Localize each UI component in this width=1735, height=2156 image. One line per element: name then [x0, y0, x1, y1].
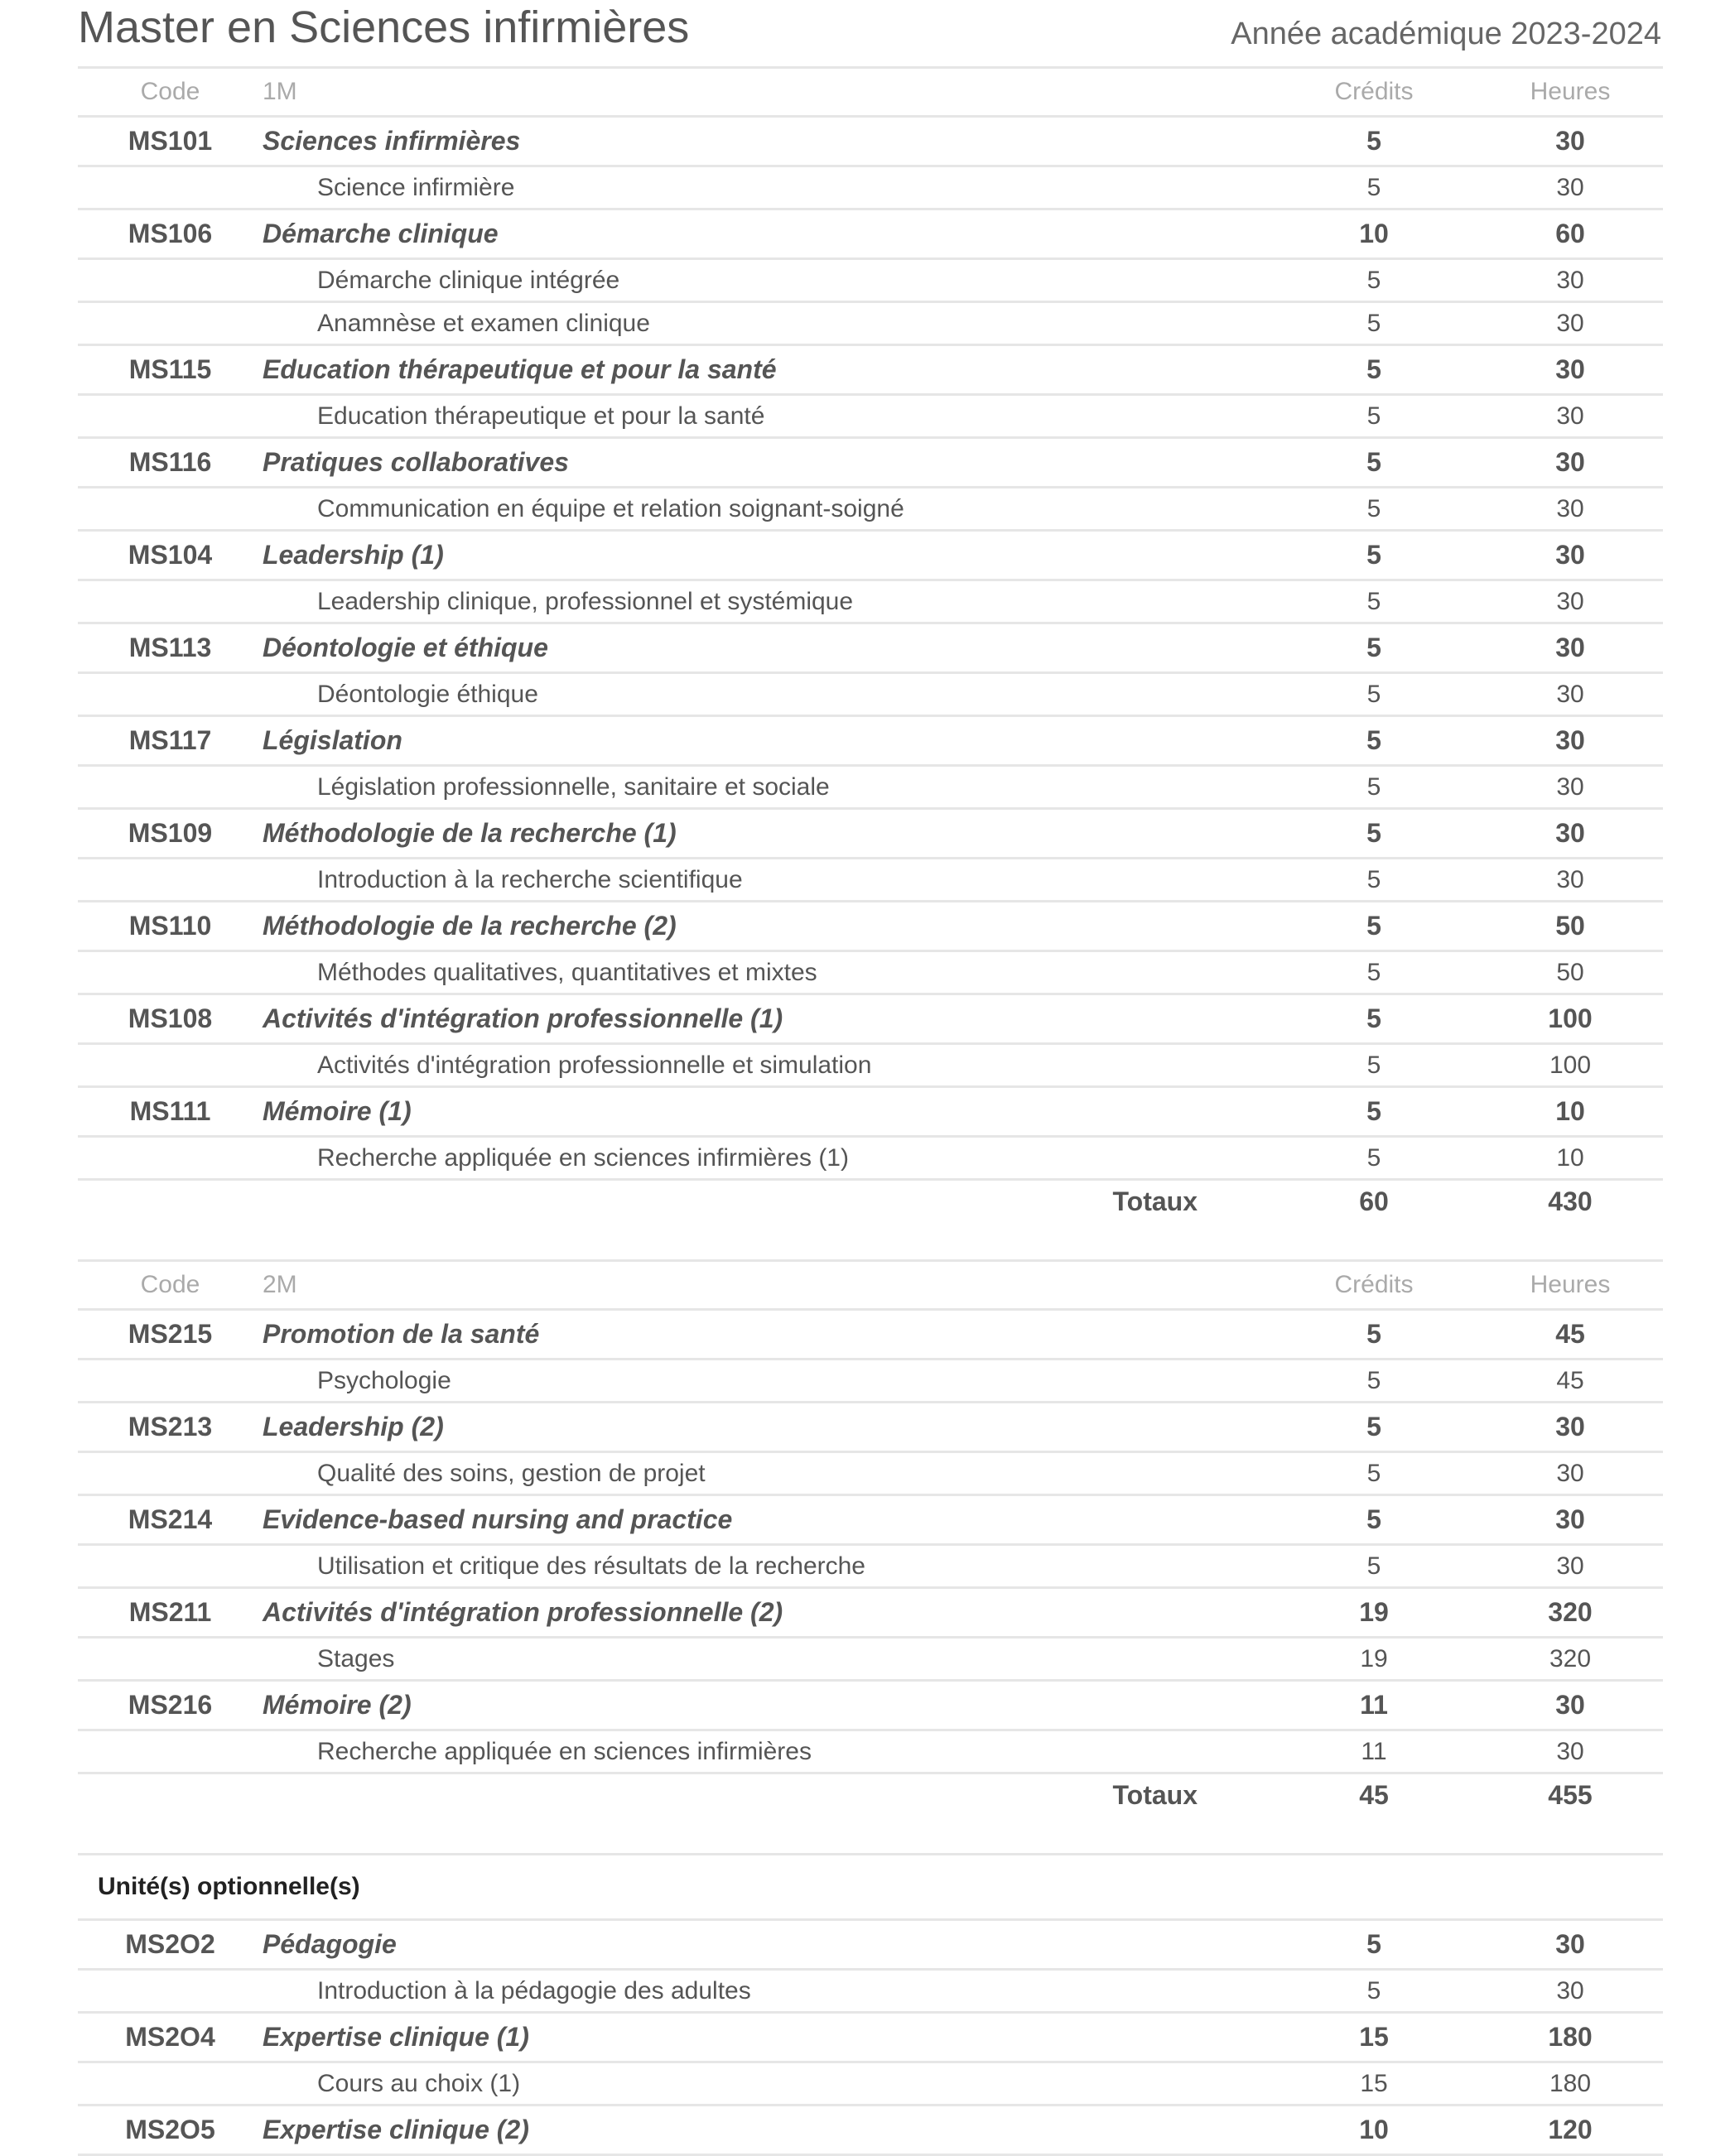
- hours-cell: 180: [1477, 2013, 1663, 2062]
- course-row: [78, 488, 1663, 531]
- hours-cell: 180: [1477, 2062, 1663, 2105]
- course-row: [78, 1452, 1663, 1495]
- hours-cell: 30: [1477, 259, 1663, 302]
- hours-cell: 30: [1477, 766, 1663, 809]
- credits-cell: 5: [1270, 902, 1477, 951]
- header-code: Code: [78, 69, 263, 117]
- header-year-label: 1M: [263, 69, 1270, 117]
- module-code: [78, 259, 263, 302]
- module-code: [78, 302, 263, 345]
- credits-cell: 5: [1270, 1452, 1477, 1495]
- module-title: Leadership (2): [263, 1403, 1270, 1452]
- module-row: [78, 809, 1663, 859]
- module-code: MS2O2: [78, 1920, 263, 1970]
- hours-cell: 100: [1477, 1044, 1663, 1087]
- module-code: MS213: [78, 1403, 263, 1452]
- hours-cell: 30: [1477, 345, 1663, 395]
- totals-hours: 455: [1548, 1780, 1593, 1810]
- module-code: [78, 766, 263, 809]
- hours-cell: 30: [1477, 673, 1663, 716]
- hours-cell: 50: [1477, 902, 1663, 951]
- module-row: [78, 531, 1663, 580]
- module-row: [78, 716, 1663, 766]
- credits-cell: 15: [1270, 2013, 1477, 2062]
- module-code: MS2O4: [78, 2013, 263, 2062]
- credits-cell: 5: [1270, 166, 1477, 209]
- totals-credits: 60: [1359, 1186, 1389, 1216]
- module-code: [78, 673, 263, 716]
- hours-cell: 30: [1477, 1495, 1663, 1545]
- module-code: [78, 580, 263, 623]
- module-title: Démarche clinique: [263, 209, 1270, 259]
- credits-cell: 19: [1270, 1638, 1477, 1681]
- credits-cell: 5: [1270, 1545, 1477, 1588]
- credits-cell: 5: [1270, 809, 1477, 859]
- table-year-2: [78, 1259, 1663, 1817]
- course-title: Leadership clinique, professionnel et systémique: [263, 580, 1270, 623]
- totals-hours: 430: [1548, 1186, 1593, 1216]
- module-row: [78, 1588, 1663, 1638]
- module-title: Législation: [263, 716, 1270, 766]
- module-row: [78, 1920, 1663, 1970]
- module-code: [78, 1044, 263, 1087]
- course-row: [78, 1730, 1663, 1773]
- hours-cell: 30: [1477, 117, 1663, 166]
- credits-cell: 11: [1270, 1730, 1477, 1773]
- credits-cell: 10: [1270, 2105, 1477, 2155]
- module-title: Sciences infirmières: [263, 117, 1270, 166]
- module-title: Expertise clinique (2): [263, 2105, 1270, 2155]
- totals-label: Totaux: [1112, 1186, 1198, 1216]
- module-code: [78, 1970, 263, 2013]
- totals-label: Totaux: [1112, 1780, 1198, 1810]
- header-credits: Crédits: [1270, 1261, 1477, 1310]
- course-title: Qualité des soins, gestion de projet: [263, 1452, 1270, 1495]
- credits-cell: 5: [1270, 1360, 1477, 1403]
- credits-cell: 15: [1270, 2062, 1477, 2105]
- title-bar: [78, 0, 1663, 69]
- module-code: [78, 1730, 263, 1773]
- module-code: [78, 951, 263, 994]
- module-title: Activités d'intégration professionnelle (2): [263, 1588, 1270, 1638]
- totals-credits: 45: [1359, 1780, 1389, 1810]
- module-code: MS117: [78, 716, 263, 766]
- module-code: MS214: [78, 1495, 263, 1545]
- module-code: [78, 488, 263, 531]
- module-title: Déontologie et éthique: [263, 623, 1270, 673]
- hours-cell: 30: [1477, 1681, 1663, 1730]
- course-title: Education thérapeutique et pour la santé: [263, 395, 1270, 438]
- module-row: [78, 2105, 1663, 2155]
- course-title: Introduction à la pédagogie des adultes: [263, 1970, 1270, 2013]
- optional-units-heading: [78, 1855, 1663, 1920]
- optional-units-label: Unité(s) optionnelle(s): [78, 1855, 1663, 1920]
- credits-cell: 5: [1270, 673, 1477, 716]
- module-code: MS211: [78, 1588, 263, 1638]
- hours-cell: 30: [1477, 166, 1663, 209]
- credits-cell: 5: [1270, 623, 1477, 673]
- header-year-label: 2M: [263, 1261, 1270, 1310]
- credits-cell: 5: [1270, 438, 1477, 488]
- hours-cell: 10: [1477, 1087, 1663, 1137]
- credits-cell: 5: [1270, 580, 1477, 623]
- course-row: [78, 1137, 1663, 1180]
- module-row: [78, 2013, 1663, 2062]
- module-code: MS109: [78, 809, 263, 859]
- credits-cell: 5: [1270, 994, 1477, 1044]
- hours-cell: 30: [1477, 716, 1663, 766]
- table-header: [78, 1261, 1663, 1310]
- hours-cell: 320: [1477, 1588, 1663, 1638]
- course-title: Cours au choix (1): [263, 2062, 1270, 2105]
- hours-cell: 120: [1477, 2105, 1663, 2155]
- module-code: [78, 166, 263, 209]
- module-row: [78, 1310, 1663, 1360]
- course-row: [78, 166, 1663, 209]
- credits-cell: 5: [1270, 1310, 1477, 1360]
- credits-cell: 5: [1270, 951, 1477, 994]
- module-code: MS2O5: [78, 2105, 263, 2155]
- course-row: [78, 673, 1663, 716]
- credits-cell: 5: [1270, 1920, 1477, 1970]
- module-code: MS216: [78, 1681, 263, 1730]
- course-row: [78, 1970, 1663, 2013]
- hours-cell: 30: [1477, 302, 1663, 345]
- header-hours: Heures: [1477, 1261, 1663, 1310]
- course-row: [78, 1360, 1663, 1403]
- hours-cell: 320: [1477, 1638, 1663, 1681]
- hours-cell: 30: [1477, 623, 1663, 673]
- credits-cell: 11: [1270, 1681, 1477, 1730]
- module-code: MS104: [78, 531, 263, 580]
- hours-cell: 30: [1477, 859, 1663, 902]
- module-title: Méthodologie de la recherche (1): [263, 809, 1270, 859]
- credits-cell: 5: [1270, 1137, 1477, 1180]
- header-credits: Crédits: [1270, 69, 1477, 117]
- module-row: [78, 1403, 1663, 1452]
- course-row: [78, 951, 1663, 994]
- totals-row: [78, 1180, 1663, 1224]
- course-title: Stages: [263, 1638, 1270, 1681]
- course-row: [78, 2062, 1663, 2105]
- course-row: [78, 1545, 1663, 1588]
- hours-cell: 30: [1477, 1970, 1663, 2013]
- hours-cell: 30: [1477, 488, 1663, 531]
- module-row: [78, 994, 1663, 1044]
- module-row: [78, 117, 1663, 166]
- module-code: [78, 1360, 263, 1403]
- course-title: Législation professionnelle, sanitaire et sociale: [263, 766, 1270, 809]
- hours-cell: 30: [1477, 1730, 1663, 1773]
- course-row: [78, 302, 1663, 345]
- module-code: MS110: [78, 902, 263, 951]
- hours-cell: 30: [1477, 531, 1663, 580]
- credits-cell: 5: [1270, 1087, 1477, 1137]
- credits-cell: 5: [1270, 302, 1477, 345]
- module-row: [78, 345, 1663, 395]
- hours-cell: 30: [1477, 1452, 1663, 1495]
- module-code: MS106: [78, 209, 263, 259]
- course-title: Méthodes qualitatives, quantitatives et mixtes: [263, 951, 1270, 994]
- module-code: [78, 1545, 263, 1588]
- hours-cell: 30: [1477, 438, 1663, 488]
- course-row: [78, 1638, 1663, 1681]
- course-row: [78, 395, 1663, 438]
- module-title: Promotion de la santé: [263, 1310, 1270, 1360]
- module-code: [78, 1137, 263, 1180]
- hours-cell: 30: [1477, 1920, 1663, 1970]
- module-code: MS111: [78, 1087, 263, 1137]
- page-title: Master en Sciences infirmières: [78, 2, 690, 52]
- module-row: [78, 623, 1663, 673]
- module-title: Méthodologie de la recherche (2): [263, 902, 1270, 951]
- hours-cell: 50: [1477, 951, 1663, 994]
- module-row: [78, 209, 1663, 259]
- module-row: [78, 1495, 1663, 1545]
- course-title: Science infirmière: [263, 166, 1270, 209]
- course-row: [78, 766, 1663, 809]
- course-title: Utilisation et critique des résultats de la recherche: [263, 1545, 1270, 1588]
- module-code: [78, 2062, 263, 2105]
- module-code: MS101: [78, 117, 263, 166]
- credits-cell: 19: [1270, 1588, 1477, 1638]
- module-code: MS108: [78, 994, 263, 1044]
- credits-cell: 10: [1270, 209, 1477, 259]
- hours-cell: 30: [1477, 580, 1663, 623]
- module-row: [78, 902, 1663, 951]
- module-code: MS115: [78, 345, 263, 395]
- module-code: [78, 1452, 263, 1495]
- module-title: Pédagogie: [263, 1920, 1270, 1970]
- credits-cell: 5: [1270, 259, 1477, 302]
- course-title: Introduction à la recherche scientifique: [263, 859, 1270, 902]
- course-title: Activités d'intégration professionnelle et simulation: [263, 1044, 1270, 1087]
- course-title: Recherche appliquée en sciences infirmières: [263, 1730, 1270, 1773]
- credits-cell: 5: [1270, 1970, 1477, 2013]
- module-code: MS215: [78, 1310, 263, 1360]
- module-title: Mémoire (2): [263, 1681, 1270, 1730]
- course-title: Communication en équipe et relation soignant-soigné: [263, 488, 1270, 531]
- course-title: Anamnèse et examen clinique: [263, 302, 1270, 345]
- module-code: [78, 859, 263, 902]
- module-row: [78, 438, 1663, 488]
- credits-cell: 5: [1270, 716, 1477, 766]
- module-code: MS116: [78, 438, 263, 488]
- credits-cell: 5: [1270, 1495, 1477, 1545]
- course-title: Recherche appliquée en sciences infirmières (1): [263, 1137, 1270, 1180]
- academic-year: Année académique 2023-2024: [1231, 17, 1661, 51]
- credits-cell: 5: [1270, 859, 1477, 902]
- hours-cell: 30: [1477, 1403, 1663, 1452]
- hours-cell: 45: [1477, 1310, 1663, 1360]
- credits-cell: 5: [1270, 1403, 1477, 1452]
- header-hours: Heures: [1477, 69, 1663, 117]
- hours-cell: 100: [1477, 994, 1663, 1044]
- course-row: [78, 1044, 1663, 1087]
- table-year-1: [78, 69, 1663, 1223]
- hours-cell: 30: [1477, 809, 1663, 859]
- module-title: Pratiques collaboratives: [263, 438, 1270, 488]
- module-code: MS113: [78, 623, 263, 673]
- module-title: Activités d'intégration professionnelle (1): [263, 994, 1270, 1044]
- credits-cell: 5: [1270, 117, 1477, 166]
- hours-cell: 30: [1477, 1545, 1663, 1588]
- course-row: [78, 259, 1663, 302]
- table-header: [78, 69, 1663, 117]
- module-code: [78, 395, 263, 438]
- module-title: Education thérapeutique et pour la santé: [263, 345, 1270, 395]
- course-title: Déontologie éthique: [263, 673, 1270, 716]
- module-row: [78, 1087, 1663, 1137]
- section-gap: [78, 1817, 1663, 1853]
- header-code: Code: [78, 1261, 263, 1310]
- credits-cell: 5: [1270, 488, 1477, 531]
- credits-cell: 5: [1270, 1044, 1477, 1087]
- credits-cell: 5: [1270, 531, 1477, 580]
- course-title: Psychologie: [263, 1360, 1270, 1403]
- table-optional-units: [78, 1853, 1663, 2156]
- hours-cell: 60: [1477, 209, 1663, 259]
- module-title: Evidence-based nursing and practice: [263, 1495, 1270, 1545]
- course-title: Démarche clinique intégrée: [263, 259, 1270, 302]
- module-title: Expertise clinique (1): [263, 2013, 1270, 2062]
- course-row: [78, 859, 1663, 902]
- module-title: Leadership (1): [263, 531, 1270, 580]
- hours-cell: 45: [1477, 1360, 1663, 1403]
- module-code: [78, 1638, 263, 1681]
- totals-row: [78, 1773, 1663, 1817]
- hours-cell: 10: [1477, 1137, 1663, 1180]
- credits-cell: 5: [1270, 345, 1477, 395]
- hours-cell: 30: [1477, 395, 1663, 438]
- document-page: [78, 0, 1663, 2156]
- section-gap: [78, 1223, 1663, 1259]
- module-title: Mémoire (1): [263, 1087, 1270, 1137]
- credits-cell: 5: [1270, 766, 1477, 809]
- credits-cell: 5: [1270, 395, 1477, 438]
- course-row: [78, 580, 1663, 623]
- module-row: [78, 1681, 1663, 1730]
